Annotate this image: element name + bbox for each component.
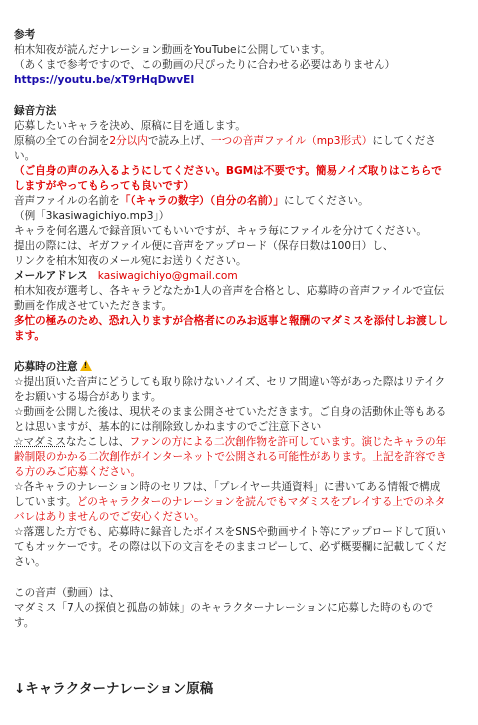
text-line: （例「3kasiwagichiyo.mp3」） xyxy=(14,210,170,222)
reply-notice: 多忙の極みのため、恐れ入りますが合格者にのみお返事と報酬のマダミスを添付しお渡しし xyxy=(14,315,448,327)
text-line: 柏木知夜が読んだナレーション動画をYouTubeに公開しています。 xyxy=(14,44,332,56)
text-line: ☆動画を公開した後は、現状そのまま公開させていただきます。ご自身の活動休止等もある xyxy=(14,406,447,418)
youtube-link[interactable]: https://youtu.be/xT9rHqDwvEI xyxy=(14,74,195,86)
filename-rule: 「（キャラの数字）（自分の名前）」 xyxy=(119,195,284,207)
text-line: 応募したいキャラを決め、原稿に目を通します。 xyxy=(14,120,246,132)
file-format: 一つの音声ファイル（mp3形式） xyxy=(211,135,373,147)
text-line: る方のみご応募ください。 xyxy=(14,466,142,478)
text-line: ☆落選した方でも、応募時に録音したボイスをSNSや動画サイト等にアップロードして頂い xyxy=(14,526,446,538)
quote-text: この音声（動画）は、 xyxy=(14,587,120,599)
text-line: 齢制限のかかる二次創作がインターネットで公開される可能性があります。上記を許容でき xyxy=(14,451,447,463)
text-line: 提出の際には、ギガファイル便に音声をアップロード（保存日数は100日）し、 xyxy=(14,240,394,252)
text-line: 動画を作成させていただきます。 xyxy=(14,300,173,312)
text-line: キャラを何名選んで録音頂いてもいいですが、キャラ毎にファイルを分けてください。 xyxy=(14,225,427,237)
text-line: さい。 xyxy=(14,556,46,568)
text-line: い。 xyxy=(14,150,36,162)
quote-text: す。 xyxy=(14,617,35,629)
text-line: とは思いますが、基本的には削除致しかねますのでご注意下さい xyxy=(14,421,322,433)
time-limit: 2分以内 xyxy=(109,135,148,147)
text-line: （あくまで参考ですので、この動画の尺ぴったりに合わせる必要はありません） xyxy=(14,59,396,71)
voice-only-notice: （ご自身の声のみ入るようにしてください。BGMは不要です。簡易ノイズ取りはこちらで xyxy=(14,165,442,177)
section-heading-reference: 参考 xyxy=(14,29,36,41)
text-line: バレはありませんのでご安心ください。 xyxy=(14,511,205,523)
text-line: 柏木知夜が選考し、各キャラどなたか1人の音声を合格とし、応募時の音声ファイルで宣伝 xyxy=(14,285,445,297)
voice-only-notice-cont: しますがやってもらっても良いです） xyxy=(14,180,195,192)
text-line: ☆提出頂いた音声にどうしても取り除けないノイズ、セリフ間違い等があった際はリテイク xyxy=(14,376,446,388)
text-line: 音声ファイルの名前を「（キャラの数字）（自分の名前）」にしてください。 xyxy=(14,195,369,207)
text-line: ☆各キャラのナレーション時のセリフは、「プレイヤー共通資料」に書いてある情報で構成 xyxy=(14,481,441,493)
email-address[interactable]: kasiwagichiyo@gmail.com xyxy=(97,270,238,282)
text-line: をお願いする場合があります。 xyxy=(14,391,162,403)
text-line: てもオッケーです。その際は以下の文言をそのままコピーして、必ず概要欄に記載してくだ xyxy=(14,541,447,553)
text-line: リンクを柏木知夜のメール宛にお送りください。 xyxy=(14,255,247,267)
warning-icon xyxy=(80,360,92,371)
email-line xyxy=(14,269,466,284)
text-line: しています。どのキャラクターのナレーションを読んでもマダミスをプレイする上でのネタ xyxy=(14,496,446,508)
section-heading-recording: 録音方法 xyxy=(14,105,57,117)
document-body xyxy=(14,28,466,631)
reply-notice-cont: ます。 xyxy=(14,330,45,342)
text-line: 原稿の全ての台詞を2分以内で読み上げ、一つの音声ファイル（mp3形式）にしてくださ xyxy=(14,135,436,147)
email-label: メールアドレス xyxy=(14,270,88,282)
section-heading-notes: 応募時の注意! xyxy=(14,360,466,375)
quote-text: マダミス「7人の探偵と孤島の姉妹」のキャラクターナレーションに応募した時のもので xyxy=(14,602,434,614)
text-line: ☆マダミスなたこしは、ファンの方による二次創作物を許可しています。演じたキャラの年 xyxy=(14,436,447,448)
narration-script-heading: ↓キャラクターナレーション原稿 xyxy=(14,681,214,697)
